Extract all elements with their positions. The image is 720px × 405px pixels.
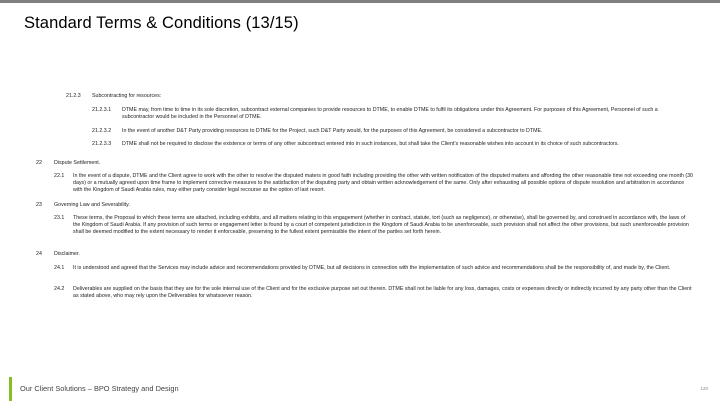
clause-number: 22.1 bbox=[54, 173, 65, 179]
clause-text: Subcontracting for resources: bbox=[92, 93, 162, 99]
footer-text: Our Client Solutions – BPO Strategy and Design bbox=[20, 384, 179, 393]
footer-accent-bar bbox=[9, 377, 12, 401]
clause-text: It is understood and agreed that the Services may include advice and recommendations provided by DTME, but all decisions in connection with the implementation of such advice and recommendations shall be the responsibility of, and made by, the Client. bbox=[73, 265, 671, 271]
clause-number: 23.1 bbox=[54, 215, 65, 221]
top-rule bbox=[0, 0, 720, 3]
clause-number: 24.2 bbox=[54, 286, 65, 292]
clause-text: In the event of another D&T Party providing resources to DTME for the Project, such D&T Party would, for the purposes of this Agreement, be considered a subcontractor to DTME. bbox=[122, 128, 543, 134]
clause-number: 21.2.3.1 bbox=[92, 107, 112, 113]
clause-number: 21.2.3.2 bbox=[92, 128, 112, 134]
section-heading: Disclaimer. bbox=[54, 251, 80, 257]
clause-text: DTME shall not be required to disclose the existence or terms of any other subcontract entered into in such instances, but shall take the Client’s reasonable wishes into account in its choice of such subcontractors. bbox=[122, 141, 619, 147]
page-title: Standard Terms & Conditions (13/15) bbox=[24, 14, 299, 32]
section-number: 22 bbox=[36, 160, 42, 166]
page-number: 120 bbox=[700, 386, 708, 391]
clause-number: 24.1 bbox=[54, 265, 65, 271]
section-number: 24 bbox=[36, 251, 42, 257]
clause-number: 21.2.3.3 bbox=[92, 141, 112, 147]
section-heading: Dispute Settlement. bbox=[54, 160, 101, 166]
clause-text: DTME may, from time to time in its sole discretion, subcontract external companies to provide resources to DTME, to enable DTME to fulfil its obligations under this Agreement. For purposes of this Agreement, Personnel of such a subcontractor would be included in the Personnel of DTME. bbox=[122, 107, 658, 121]
clause-text: Deliverables are supplied on the basis that they are for the sole internal use of the Client and for the exclusive purpose set out therein. DTME shall not be liable for any loss, damages, costs or expenses directly or indirectly incurred by any party other than the Client as stated above, who may rely upon the Deliverables for whatsoever reason. bbox=[73, 286, 692, 300]
section-heading: Governing Law and Severability. bbox=[54, 202, 130, 208]
clause-number: 21.2.3 bbox=[66, 93, 81, 99]
clause-text: In the event of a dispute, DTME and the Client agree to work with the other to resolve the disputed maters in good faith including providing the other with written notification of the disputed matters and affording the other reasonable time not exceeding one month (30 days) or a mutually agreed upon time frame to implement corrective measures to the satisfaction of the disputing party and obtain written acknowledgement of the same. Only after exhausting all possible options of dispute resolution and arbitration in accordance with the Kingdom of Saudi Arabia rules, may either party consider legal recourse as the option of last resort. bbox=[73, 173, 694, 194]
section-number: 23 bbox=[36, 202, 42, 208]
clause-text: These terms, the Proposal to which these terms are attached, including exhibits, and all matters relating to this engagement (whether in contract, statute, tort (such as negligence), or otherwise), shall be governed by, and construed in accordance with, the laws of the Kingdom of Saudi Arabia. If any provision of such terms or engagement letter is found by a court of competent jurisdiction in the Kingdom of Saudi Arabia to be unenforceable, such provision shall not affect the other provisions, but such unenforceable provision shall be deemed modified to the extent necessary to render it enforceable, preserving to the fullest extent permissible the intent of the parties set forth herein. bbox=[73, 215, 689, 236]
